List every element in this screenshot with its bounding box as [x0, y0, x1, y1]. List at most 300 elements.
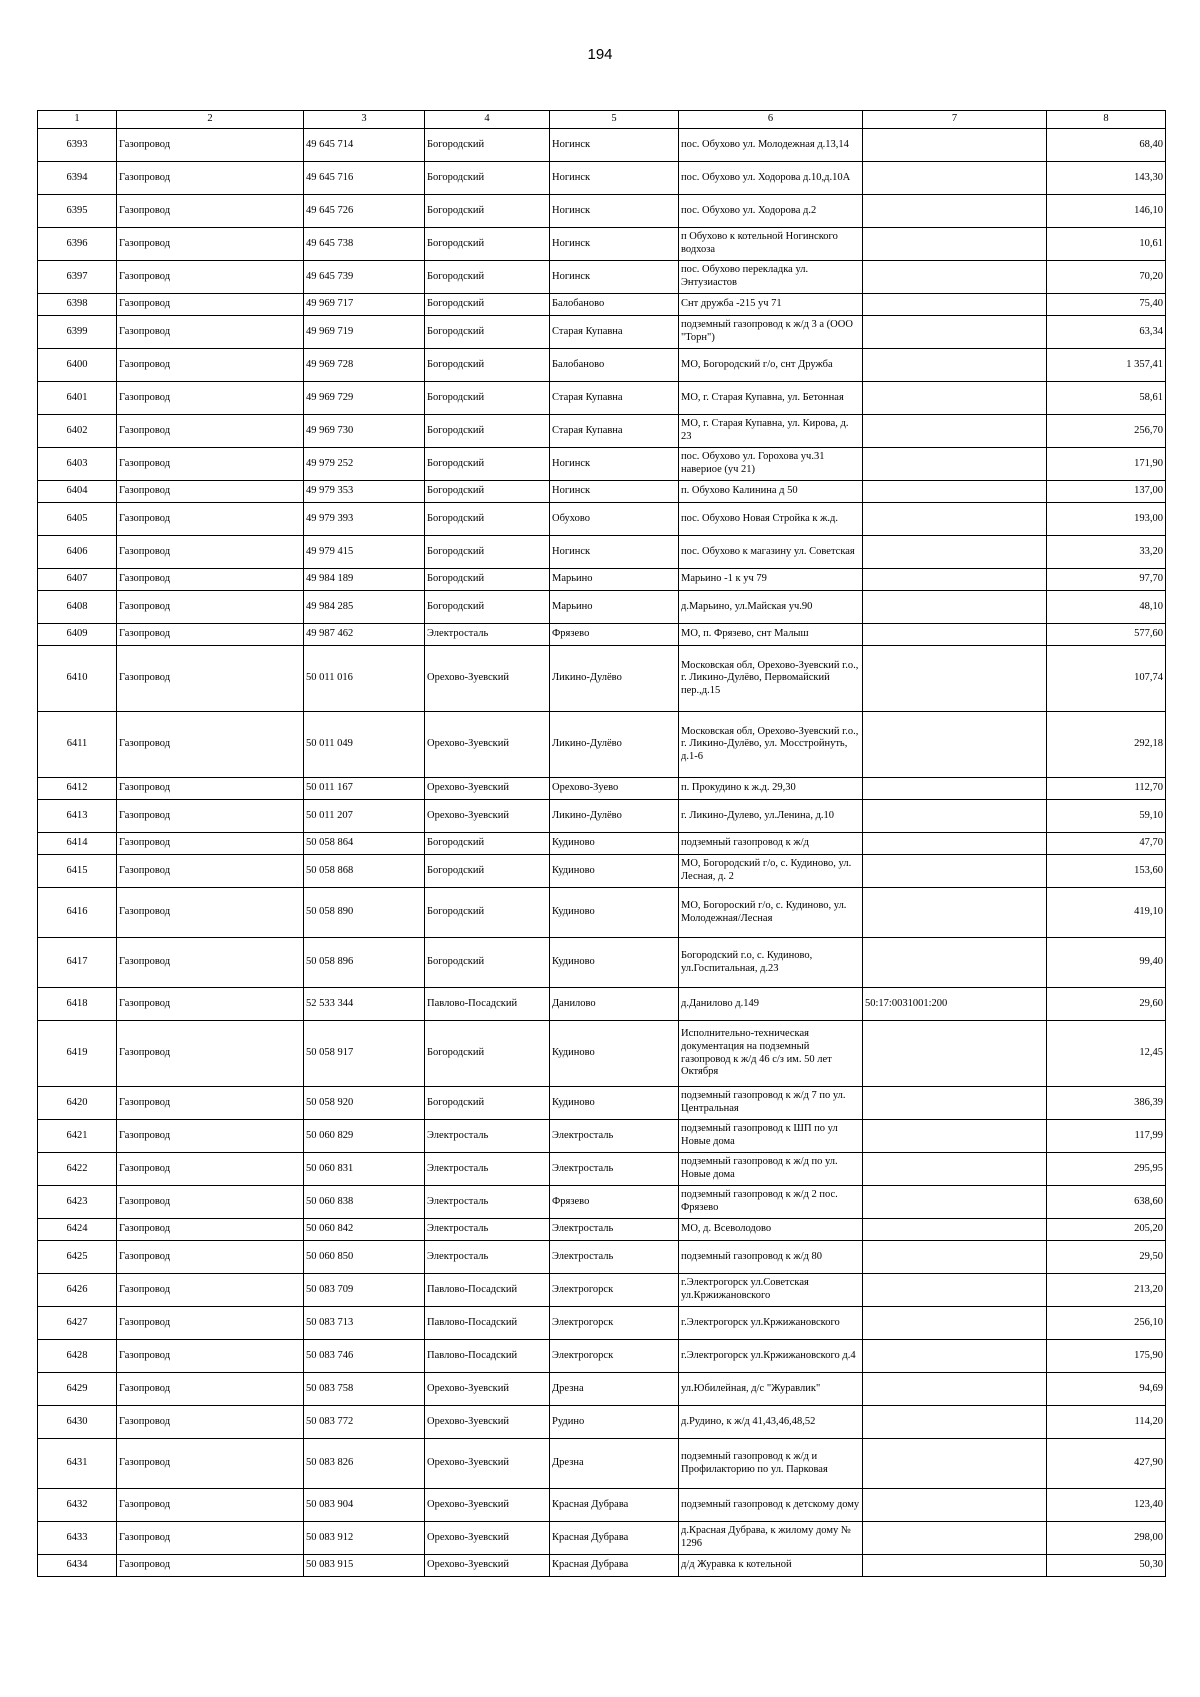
address-cell: подземный газопровод к ж/д [679, 833, 863, 855]
locality-cell: Ликино-Дулёво [550, 712, 679, 778]
inventory-code-cell: 49 984 285 [304, 591, 425, 624]
table-row [38, 1219, 1166, 1241]
registry-table [37, 110, 1166, 1577]
object-type-cell: Газопровод [117, 448, 304, 481]
district-cell: Богородский [425, 162, 550, 195]
locality-cell: Электросталь [550, 1219, 679, 1241]
value-cell: 205,20 [1047, 1219, 1166, 1241]
table-row [38, 1340, 1166, 1373]
address-cell: подземный газопровод к ШП по ул Новые дома [679, 1120, 863, 1153]
district-cell: Орехово-Зуевский [425, 1406, 550, 1439]
row-number-cell: 6393 [38, 129, 117, 162]
inventory-code-cell: 49 969 717 [304, 294, 425, 316]
cadastral-number-cell [863, 855, 1047, 888]
object-type-cell: Газопровод [117, 1153, 304, 1186]
locality-cell: Ногинск [550, 481, 679, 503]
table-row [38, 1186, 1166, 1219]
table-row [38, 833, 1166, 855]
table-row [38, 591, 1166, 624]
address-cell: Исполнительно-техническая документация на подземный газопровод к ж/д 46 с/з им. 50 лет Октября [679, 1021, 863, 1087]
object-type-cell: Газопровод [117, 1241, 304, 1274]
address-cell: пос. Обухово Новая Стройка к ж.д. [679, 503, 863, 536]
cadastral-number-cell [863, 833, 1047, 855]
cadastral-number-cell [863, 382, 1047, 415]
address-cell: пос. Обухово к магазину ул. Советская [679, 536, 863, 569]
locality-cell: Обухово [550, 503, 679, 536]
object-type-cell: Газопровод [117, 1307, 304, 1340]
value-cell: 427,90 [1047, 1439, 1166, 1489]
row-number-cell: 6429 [38, 1373, 117, 1406]
value-cell: 12,45 [1047, 1021, 1166, 1087]
cadastral-number-cell [863, 261, 1047, 294]
table-row [38, 1489, 1166, 1522]
column-header: 1 [38, 111, 117, 129]
address-cell: Московская обл, Орехово-Зуевский г.о., г. Ликино-Дулёво, ул. Мосстройнуть, д.1-6 [679, 712, 863, 778]
object-type-cell: Газопровод [117, 1555, 304, 1577]
cadastral-number-cell [863, 1186, 1047, 1219]
inventory-code-cell: 50 058 864 [304, 833, 425, 855]
address-cell: г.Электрогорск ул.Советская ул.Кржижановского [679, 1274, 863, 1307]
value-cell: 137,00 [1047, 481, 1166, 503]
district-cell: Богородский [425, 448, 550, 481]
district-cell: Электросталь [425, 1241, 550, 1274]
district-cell: Электросталь [425, 1153, 550, 1186]
row-number-cell: 6428 [38, 1340, 117, 1373]
address-cell: подземный газопровод к ж/д по ул. Новые дома [679, 1153, 863, 1186]
district-cell: Богородский [425, 261, 550, 294]
object-type-cell: Газопровод [117, 624, 304, 646]
district-cell: Богородский [425, 195, 550, 228]
row-number-cell: 6423 [38, 1186, 117, 1219]
object-type-cell: Газопровод [117, 938, 304, 988]
table-row [38, 1307, 1166, 1340]
cadastral-number-cell [863, 1340, 1047, 1373]
locality-cell: Электрогорск [550, 1307, 679, 1340]
object-type-cell: Газопровод [117, 349, 304, 382]
value-cell: 146,10 [1047, 195, 1166, 228]
address-cell: подземный газопровод к ж/д и Профилакторию по ул. Парковая [679, 1439, 863, 1489]
locality-cell: Электросталь [550, 1153, 679, 1186]
row-number-cell: 6434 [38, 1555, 117, 1577]
address-cell: МО, Богородский г/о, с. Кудиново, ул. Лесная, д. 2 [679, 855, 863, 888]
row-number-cell: 6395 [38, 195, 117, 228]
inventory-code-cell: 49 645 738 [304, 228, 425, 261]
district-cell: Богородский [425, 536, 550, 569]
inventory-code-cell: 50 083 758 [304, 1373, 425, 1406]
value-cell: 193,00 [1047, 503, 1166, 536]
address-cell: п. Обухово Калинина д 50 [679, 481, 863, 503]
inventory-code-cell: 49 969 730 [304, 415, 425, 448]
table-row [38, 536, 1166, 569]
address-cell: Марьино -1 к уч 79 [679, 569, 863, 591]
district-cell: Электросталь [425, 1219, 550, 1241]
locality-cell: Балобаново [550, 349, 679, 382]
table-row [38, 1522, 1166, 1555]
cadastral-number-cell [863, 1406, 1047, 1439]
inventory-code-cell: 50 011 049 [304, 712, 425, 778]
row-number-cell: 6421 [38, 1120, 117, 1153]
locality-cell: Кудиново [550, 833, 679, 855]
district-cell: Павлово-Посадский [425, 988, 550, 1021]
row-number-cell: 6412 [38, 778, 117, 800]
table-row [38, 569, 1166, 591]
object-type-cell: Газопровод [117, 888, 304, 938]
address-cell: ул.Юбилейная, д/с "Журавлик" [679, 1373, 863, 1406]
address-cell: МО, Богороский г/о, с. Кудиново, ул. Молодежная/Лесная [679, 888, 863, 938]
locality-cell: Кудиново [550, 1021, 679, 1087]
address-cell: пос. Обухово перекладка ул. Энтузиастов [679, 261, 863, 294]
object-type-cell: Газопровод [117, 316, 304, 349]
table-row [38, 316, 1166, 349]
inventory-code-cell: 50 011 016 [304, 646, 425, 712]
district-cell: Орехово-Зуевский [425, 778, 550, 800]
district-cell: Богородский [425, 294, 550, 316]
column-header: 5 [550, 111, 679, 129]
inventory-code-cell: 49 987 462 [304, 624, 425, 646]
cadastral-number-cell [863, 712, 1047, 778]
inventory-code-cell: 49 979 415 [304, 536, 425, 569]
inventory-code-cell: 49 645 726 [304, 195, 425, 228]
table-row [38, 712, 1166, 778]
table-row [38, 481, 1166, 503]
district-cell: Богородский [425, 316, 550, 349]
inventory-code-cell: 50 083 904 [304, 1489, 425, 1522]
object-type-cell: Газопровод [117, 1489, 304, 1522]
value-cell: 29,50 [1047, 1241, 1166, 1274]
inventory-code-cell: 52 533 344 [304, 988, 425, 1021]
district-cell: Богородский [425, 938, 550, 988]
row-number-cell: 6430 [38, 1406, 117, 1439]
row-number-cell: 6431 [38, 1439, 117, 1489]
row-number-cell: 6418 [38, 988, 117, 1021]
district-cell: Богородский [425, 503, 550, 536]
table-row [38, 1406, 1166, 1439]
inventory-code-cell: 50 083 772 [304, 1406, 425, 1439]
table-row [38, 1274, 1166, 1307]
cadastral-number-cell [863, 1274, 1047, 1307]
table-row [38, 855, 1166, 888]
address-cell: г. Ликино-Дулево, ул.Ленина, д.10 [679, 800, 863, 833]
locality-cell: Красная Дубрава [550, 1555, 679, 1577]
table-row [38, 349, 1166, 382]
locality-cell: Фрязево [550, 624, 679, 646]
district-cell: Богородский [425, 415, 550, 448]
object-type-cell: Газопровод [117, 536, 304, 569]
table-row [38, 228, 1166, 261]
table-row [38, 1087, 1166, 1120]
inventory-code-cell: 50 083 826 [304, 1439, 425, 1489]
cadastral-number-cell [863, 778, 1047, 800]
locality-cell: Красная Дубрава [550, 1489, 679, 1522]
inventory-code-cell: 50 083 912 [304, 1522, 425, 1555]
address-cell: МО, д. Всеволодово [679, 1219, 863, 1241]
address-cell: подземный газопровод к ж/д 2 пос. Фрязево [679, 1186, 863, 1219]
address-cell: п Обухово к котельной Ногинского водхоза [679, 228, 863, 261]
inventory-code-cell: 50 060 838 [304, 1186, 425, 1219]
cadastral-number-cell [863, 1489, 1047, 1522]
table-row [38, 415, 1166, 448]
row-number-cell: 6433 [38, 1522, 117, 1555]
address-cell: пос. Обухово ул. Молодежная д.13,14 [679, 129, 863, 162]
row-number-cell: 6406 [38, 536, 117, 569]
locality-cell: Дрезна [550, 1373, 679, 1406]
locality-cell: Ногинск [550, 162, 679, 195]
value-cell: 97,70 [1047, 569, 1166, 591]
column-header: 7 [863, 111, 1047, 129]
address-cell: г.Электрогорск ул.Кржижановского д.4 [679, 1340, 863, 1373]
district-cell: Павлово-Посадский [425, 1274, 550, 1307]
table-row [38, 1555, 1166, 1577]
value-cell: 577,60 [1047, 624, 1166, 646]
value-cell: 171,90 [1047, 448, 1166, 481]
district-cell: Павлово-Посадский [425, 1340, 550, 1373]
value-cell: 298,00 [1047, 1522, 1166, 1555]
object-type-cell: Газопровод [117, 481, 304, 503]
value-cell: 638,60 [1047, 1186, 1166, 1219]
object-type-cell: Газопровод [117, 1406, 304, 1439]
table-row [38, 503, 1166, 536]
locality-cell: Кудиново [550, 855, 679, 888]
district-cell: Электросталь [425, 624, 550, 646]
row-number-cell: 6422 [38, 1153, 117, 1186]
inventory-code-cell: 50 058 896 [304, 938, 425, 988]
value-cell: 114,20 [1047, 1406, 1166, 1439]
table-row [38, 1373, 1166, 1406]
row-number-cell: 6405 [38, 503, 117, 536]
address-cell: д.Марьино, ул.Майская уч.90 [679, 591, 863, 624]
table-row [38, 1153, 1166, 1186]
value-cell: 419,10 [1047, 888, 1166, 938]
object-type-cell: Газопровод [117, 646, 304, 712]
table-row [38, 1120, 1166, 1153]
table-row [38, 448, 1166, 481]
object-type-cell: Газопровод [117, 294, 304, 316]
column-header: 3 [304, 111, 425, 129]
column-header: 8 [1047, 111, 1166, 129]
district-cell: Орехово-Зуевский [425, 1373, 550, 1406]
address-cell: МО, п. Фрязево, снт Малыш [679, 624, 863, 646]
row-number-cell: 6404 [38, 481, 117, 503]
cadastral-number-cell: 50:17:0031001:200 [863, 988, 1047, 1021]
row-number-cell: 6424 [38, 1219, 117, 1241]
cadastral-number-cell [863, 1307, 1047, 1340]
district-cell: Орехово-Зуевский [425, 1522, 550, 1555]
inventory-code-cell: 50 083 915 [304, 1555, 425, 1577]
cadastral-number-cell [863, 129, 1047, 162]
value-cell: 213,20 [1047, 1274, 1166, 1307]
object-type-cell: Газопровод [117, 228, 304, 261]
value-cell: 58,61 [1047, 382, 1166, 415]
object-type-cell: Газопровод [117, 833, 304, 855]
cadastral-number-cell [863, 624, 1047, 646]
cadastral-number-cell [863, 1373, 1047, 1406]
column-header: 4 [425, 111, 550, 129]
table-row [38, 195, 1166, 228]
object-type-cell: Газопровод [117, 1373, 304, 1406]
value-cell: 10,61 [1047, 228, 1166, 261]
locality-cell: Кудиново [550, 938, 679, 988]
table-row [38, 938, 1166, 988]
table-row [38, 129, 1166, 162]
object-type-cell: Газопровод [117, 415, 304, 448]
district-cell: Орехово-Зуевский [425, 800, 550, 833]
row-number-cell: 6415 [38, 855, 117, 888]
inventory-code-cell: 49 969 719 [304, 316, 425, 349]
table-row [38, 1439, 1166, 1489]
value-cell: 123,40 [1047, 1489, 1166, 1522]
value-cell: 386,39 [1047, 1087, 1166, 1120]
table-row [38, 888, 1166, 938]
cadastral-number-cell [863, 228, 1047, 261]
district-cell: Орехово-Зуевский [425, 1555, 550, 1577]
row-number-cell: 6402 [38, 415, 117, 448]
table-row [38, 624, 1166, 646]
object-type-cell: Газопровод [117, 1219, 304, 1241]
cadastral-number-cell [863, 1439, 1047, 1489]
locality-cell: Электросталь [550, 1241, 679, 1274]
locality-cell: Ликино-Дулёво [550, 800, 679, 833]
cadastral-number-cell [863, 349, 1047, 382]
value-cell: 29,60 [1047, 988, 1166, 1021]
inventory-code-cell: 50 083 709 [304, 1274, 425, 1307]
table-row [38, 162, 1166, 195]
address-cell: пос. Обухово ул. Ходорова д.2 [679, 195, 863, 228]
inventory-code-cell: 50 058 868 [304, 855, 425, 888]
address-cell: д.Рудино, к ж/д 41,43,46,48,52 [679, 1406, 863, 1439]
cadastral-number-cell [863, 448, 1047, 481]
district-cell: Богородский [425, 349, 550, 382]
table-row [38, 294, 1166, 316]
table-row [38, 800, 1166, 833]
value-cell: 1 357,41 [1047, 349, 1166, 382]
district-cell: Павлово-Посадский [425, 1307, 550, 1340]
object-type-cell: Газопровод [117, 591, 304, 624]
row-number-cell: 6426 [38, 1274, 117, 1307]
inventory-code-cell: 49 645 739 [304, 261, 425, 294]
address-cell: п. Прокудино к ж.д. 29,30 [679, 778, 863, 800]
row-number-cell: 6396 [38, 228, 117, 261]
address-cell: МО, Богородский г/о, снт Дружба [679, 349, 863, 382]
locality-cell: Ногинск [550, 228, 679, 261]
cadastral-number-cell [863, 316, 1047, 349]
cadastral-number-cell [863, 415, 1047, 448]
table-row [38, 1021, 1166, 1087]
address-cell: подземный газопровод к детскому дому [679, 1489, 863, 1522]
address-cell: пос. Обухово ул. Ходорова д.10,д.10А [679, 162, 863, 195]
address-cell: пос. Обухово ул. Горохова уч.31 навериое (уч 21) [679, 448, 863, 481]
district-cell: Орехово-Зуевский [425, 646, 550, 712]
inventory-code-cell: 49 969 729 [304, 382, 425, 415]
inventory-code-cell: 49 645 714 [304, 129, 425, 162]
row-number-cell: 6432 [38, 1489, 117, 1522]
locality-cell: Дрезна [550, 1439, 679, 1489]
object-type-cell: Газопровод [117, 855, 304, 888]
address-cell: подземный газопровод к ж/д 80 [679, 1241, 863, 1274]
value-cell: 59,10 [1047, 800, 1166, 833]
locality-cell: Фрязево [550, 1186, 679, 1219]
inventory-code-cell: 50 058 920 [304, 1087, 425, 1120]
value-cell: 50,30 [1047, 1555, 1166, 1577]
district-cell: Богородский [425, 591, 550, 624]
row-number-cell: 6407 [38, 569, 117, 591]
locality-cell: Ногинск [550, 448, 679, 481]
cadastral-number-cell [863, 1219, 1047, 1241]
value-cell: 292,18 [1047, 712, 1166, 778]
page-number: 194 [587, 46, 613, 63]
cadastral-number-cell [863, 569, 1047, 591]
inventory-code-cell: 50 058 890 [304, 888, 425, 938]
district-cell: Богородский [425, 569, 550, 591]
table-body [38, 129, 1166, 1577]
district-cell: Богородский [425, 855, 550, 888]
object-type-cell: Газопровод [117, 1340, 304, 1373]
locality-cell: Ногинск [550, 536, 679, 569]
address-cell: Московская обл, Орехово-Зуевский г.о., г. Ликино-Дулёво, Первомайский пер.,д.15 [679, 646, 863, 712]
value-cell: 70,20 [1047, 261, 1166, 294]
cadastral-number-cell [863, 162, 1047, 195]
column-header: 2 [117, 111, 304, 129]
district-cell: Богородский [425, 481, 550, 503]
row-number-cell: 6414 [38, 833, 117, 855]
table-row [38, 778, 1166, 800]
locality-cell: Кудиново [550, 888, 679, 938]
row-number-cell: 6408 [38, 591, 117, 624]
value-cell: 112,70 [1047, 778, 1166, 800]
object-type-cell: Газопровод [117, 382, 304, 415]
address-cell: Снт дружба -215 уч 71 [679, 294, 863, 316]
value-cell: 33,20 [1047, 536, 1166, 569]
inventory-code-cell: 50 060 829 [304, 1120, 425, 1153]
locality-cell: Марьино [550, 569, 679, 591]
value-cell: 256,10 [1047, 1307, 1166, 1340]
inventory-code-cell: 50 060 850 [304, 1241, 425, 1274]
address-cell: д.Данилово д.149 [679, 988, 863, 1021]
value-cell: 99,40 [1047, 938, 1166, 988]
district-cell: Богородский [425, 1021, 550, 1087]
cadastral-number-cell [863, 1120, 1047, 1153]
row-number-cell: 6400 [38, 349, 117, 382]
cadastral-number-cell [863, 294, 1047, 316]
table-row [38, 646, 1166, 712]
object-type-cell: Газопровод [117, 1120, 304, 1153]
locality-cell: Марьино [550, 591, 679, 624]
address-cell: подземный газопровод к ж/д 3 а (ООО "Торн") [679, 316, 863, 349]
locality-cell: Электрогорск [550, 1274, 679, 1307]
address-cell: д.Красная Дубрава, к жилому дому № 1296 [679, 1522, 863, 1555]
object-type-cell: Газопровод [117, 800, 304, 833]
cadastral-number-cell [863, 646, 1047, 712]
cadastral-number-cell [863, 1522, 1047, 1555]
cadastral-number-cell [863, 1021, 1047, 1087]
locality-cell: Ногинск [550, 129, 679, 162]
row-number-cell: 6403 [38, 448, 117, 481]
inventory-code-cell: 50 011 167 [304, 778, 425, 800]
row-number-cell: 6416 [38, 888, 117, 938]
inventory-code-cell: 50 083 713 [304, 1307, 425, 1340]
object-type-cell: Газопровод [117, 261, 304, 294]
table-row [38, 382, 1166, 415]
cadastral-number-cell [863, 888, 1047, 938]
object-type-cell: Газопровод [117, 1087, 304, 1120]
row-number-cell: 6399 [38, 316, 117, 349]
table-row [38, 261, 1166, 294]
inventory-code-cell: 49 979 393 [304, 503, 425, 536]
district-cell: Орехово-Зуевский [425, 1439, 550, 1489]
cadastral-number-cell [863, 1241, 1047, 1274]
row-number-cell: 6409 [38, 624, 117, 646]
value-cell: 153,60 [1047, 855, 1166, 888]
inventory-code-cell: 49 645 716 [304, 162, 425, 195]
